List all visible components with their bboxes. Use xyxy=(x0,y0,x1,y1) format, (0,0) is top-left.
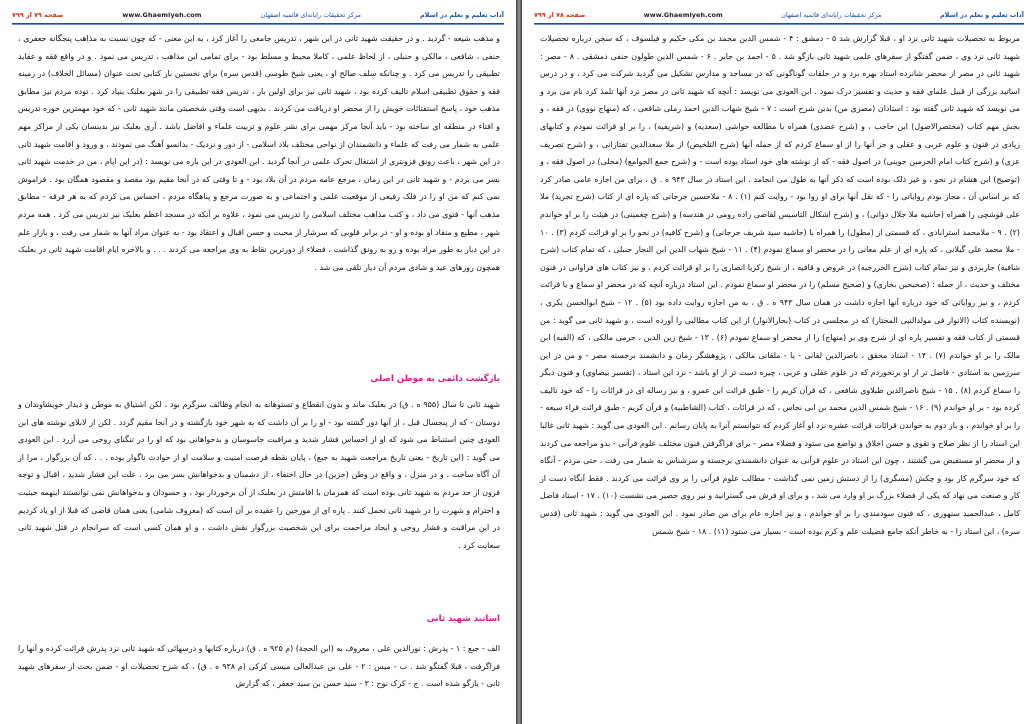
header-rule xyxy=(12,23,504,25)
page-number-label: صفحه ۷۹ از ۷۹۹ xyxy=(12,11,64,19)
section-title-return: بازگشت دائمی به موطن اصلی xyxy=(370,374,500,384)
right-page xyxy=(522,0,1036,724)
paragraph-return: شهید ثانی تا سال (۹۵۵ ه . ق) در بعلبک ماند و بدون انقطاع و تستوهانه به انجام وظائف سرگرم بود ، لکن اشتیاق به موطن و دیدار خویشاوندان و دوستان - که از پنجسال قبل ، از آنها دور گشته بود - او را بر آن داشت که به شهر خود بازگشته و در آنجا مقیم گردد . لکن از لابلای نوشته های ابن العودی چنین استنباط می شود که او از احساس فشار شدید و مراقبت جاسوسان و بدخواهانی بود که او را در تنگنای روحی می آزرد . ابن العودی می گوید : (این تاریخ - یعنی تاریخ مراجعت شهید به جبع) ، پایان نقطه فرصت امنیت و سلامت او از حوادث ناگوار بوده . . . که آن بزرگوار ، مرا از آن آگاه ساخت ، و در منزل ، و واقع در وطن (جزین) در حال اختفاء ، از دشمنان و بدخواهانش بسر می برد . علت این فشار شدید ، اقبال و توجه فزون از حد مردم به شهید ثانی بوده است که همزمان با اقامتش در بعلبک از آن برخوردار بود ، و حسودان و بدخواهانش نمی توانستند اینهمه حیثیت و احترام و شهرت را در شهید ثانی تحمل کنند . پاره ای از مورخین را عقیده بر آن است که (معروف شامی) یعنی همان قاضی که قبلا از او یاد کردیم در این مراقبت و فشار روحی و ایجاد مزاحمت برای این شخصیت بزرگوار نقش داشت ، و او همان کسی است که سرانجام در قتل شهید ثانی سعایت کرد . xyxy=(18,400,501,550)
header-rule xyxy=(534,23,1024,25)
website-url: www.Ghaemiyeh.com xyxy=(122,11,202,19)
book-title: آداب تعلیم و تعلم در اسلام xyxy=(939,11,1024,19)
paragraph-teachers: الف - جبع : ۱ - پدرش : نورالدین علی ، معروف به (ابن الحجة) (م ۹۲۵ ه . ق) درباره کتابها و درسهائی که شهید ثانی نزد پدرش قرائت کرده و آنها را فراگرفت ، قبلا گفتگو شد . ب - میس : ۲ - علی بن عبدالعالی میسی کرکی (م ۹۳۸ ه . ق) ، که شرح تحصیلات او - ضمن بحث از سفرهای شهید ثانی - بازگو شده است . ج - کرک نوح : ۳ - سید حسن بن سید جعفر ، که گزارش xyxy=(18,644,501,689)
center-name: مرکز تحقیقات رایانه‌ای قائمیه اصفهان xyxy=(781,11,882,19)
left-page xyxy=(0,0,516,724)
section-title-teachers: اساتید شهید ثانی xyxy=(426,614,500,624)
page-number-label: صفحه ۷۸ از ۷۹۹ xyxy=(534,11,586,19)
page-header xyxy=(534,8,1024,22)
paragraph-teachers-list: مربوط به تحصیلات شهید ثانی نزد او ، قبلا گزارش شد ۵ - دمشق : ۴ - شمس الدین محمد بن مکی حکیم و فیلسوف ، که سخن درباره تحصیلات شهید ثانی نزد وی ، ضمن گفتگو از سفرهای علمی شهید ثانی بازگو شد . ۵ - احمد بن جابر . ۶ - شمس الدین طولون حنفی دمشقی . ۸ - مصر : شهید ثانی در مصر از محضر شانزده استاد بهره برد و در حلقات گوناگونی که در مساجد و مدارس تشکیل می گردید شرکت می کرد ، و در درس اساتید بزرگی از قبیل علمای فقه و حدیث و تفسیر درک نمود . ابن العودی می نویسد : آنچه که شهید ثانی در مصر نزد آنها تلمذ کرد نام می برد و می نویسد که شهید ثانی گفته بود : استادان (مصری من) بدین شرح است : ۷ - شیخ شهاب الدین احمد رملی شافعی ، که (منهاج نووی) در فقه ، و بخش مهم کتاب (مختصرالاصول) ابن حاجب ، و (شرح عضدی) همراه با مطالعه حواشی (سعدیه) و (شریفیه) ، را بر او قرائت نمودم و کتابهای زیادی در فنون و علوم عربی و عقلی و جز آنها را از او سماع کردم که از جمله آنها (شرح التلخیص) از ملا سعدالدین تفتازانی ، و (شرح تصریف عزی) و (شرح کتاب امام الحرمین جوینی) در اصول فقه - که از نوشته های خود استاد بوده است - و (شرح جمع الجوامع) (محلی) در اصول فقه ، و (توضیح) ابن هشام در نحو ، و غیر ذلک بوده است که ذکر آنها به طول می انجامد . این استاد در سال ۹۴۳ ه . ق ، برای من اجازه عامی صادر کرد که بر اساس آن ، مجاز بودم روایاتی را - که نقل آنها برای او روا بود - روایت کنم (۱) . ۸ - ملاحسین جرجانی که پاره ای از کتاب (شرح تجرید) ملا علی قوشچی را همراه (حاشیه ملا جلال دوانی) ، و (شرح اشکال التاسیس لقاضی زاده رومی در هندسه) و (شرح چغمینی) در هیئت را بر او خواندم (۲) . ۹ - ملامحمد استرابادی ، که قسمتی از (مطول) را همراه با (حاشیه سید شریف جرجانی) و (شرح کافیه) در نحو را بر او قرائت کردم (۳) . ۱۰ - ملا محمد علی گیلانی ، که پاره ای از علم معانی را در محضر او سماع نمودم (۴) . ۱۱ - شیخ شهاب الدین ابن النجار حنبلی ، که تمام کتاب (شرح شافیه) جاربردی و نیز تمام کتاب (شرح الخزرجیه) در عروض و قافیه ، از شیخ زکریا انصاری را بر او قرائت کردم ، و نیز کتاب های فراوانی در فنون مختلف و حدیث ، از جمله : (صحیحین بخاری) و (صحیح مسلم) را در محضر او سماع نمودم . این استاد درباره آنچه که در محضر او سماع و یا قرائت کردم ، و نیز روایاتی که خود درباره آنها اجازه داشت در همان سال ۹۴۳ ه . ق ، به من اجازه روایت داده بود (۵) . ۱۲ - شیخ ابوالحسن بکری ، (نویسنده کتاب (الانوار فی مولدالنبی المختار) که در مجلسی در کتاب (بحارالانوار) از این کتاب مطالبی را آورده است ، و شهید ثانی می گوید : من قسمتی از کتاب فقه و تفسیر پاره ای از شرح وی بر (منهاج) را از محضر او سماع نمودم (۶) . ۱۳ - شیخ زین الدین ، جرمی مالکی ، که (الفیه) ابن مالک را بر او خواندم (۷) . ۱۴ - استاد محقق ، ناصرالدین لقانی - یا - ملقانی مالکی ، پژوهشگر زمان و دانشمند برجسته مصر - و من در این سرزمین به استادی - فاضل تر از او برنخوردم که در علوم عقلی و عربی ، چیره دست تر از او باشد - نزد این استاد ، (تفسیر بیضاوی) و فنون دیگر را سماع کردم (۸) . ۱۵ - شیخ ناصرالدین طبلاوی شافعی ، که قرآن کریم را - طبق قرائت ابن عمرو ، و نیز رساله ای در قرائات را - که خود تالیف کرده بود - بر او خواندم (۹) . ۱۶ - شیخ شمس الدین محمد بن ابی نحاس ، که در قرائات ، کتاب (الشاطبیه) و قرآن کریم - طبق قرائت قراء سبعه - را بر او خواندم ، و باز دوم به خواندن قرائات قرائت عشره نزد او آغاز کردم که نتوانستم آنرا به پایان رسانم . ابن العودی می گوید : شهید ثانی غالبا این استاد را از نظر صلاح و تقوی و حسن اخلاق و تواضع می ستود و فضلاء مصر - برای فراگرفتن فنون مختلف علوم قرآنی - بدو مراجعه می کردند و از محضر او مستفیض می گشتند ، چون این استاد در علوم قرآنی به عنوان دانشمندی برجسته و سرشناس به شمار می رفت ، حتی مردم - آنگاه که خود سرگرم کار بود و چکش (مسگری) را از دستش زمین نمی گذاشت - مطالب علوم قرآنی را بر وی قرائت می کردند . فقط آنگاه دست از کار و صنعت می نهاد که یکی از فضلاء بزرگ بر او وارد می شد ، و برای او فرش می گسترانید و نیز روی حصیر می نشست (۱۰) . ۱۷ - استاد فاضل کامل ، عبدالحمید سنهوری ، که فنون سودمندی را بر او خواندم ، و نیز اجازه عام برای من صادر نمود . ابن العودی می گوید : شهید ثانی (قدس سره) ، این استاد را - به خاطر آنکه جامع فضیلت علم و کرم بوده است - بسیار می ستود (۱۱) . ۱۸ - شیخ شمس xyxy=(540,34,1021,536)
book-title: آداب تعلیم و تعلم در اسلام xyxy=(419,11,504,19)
website-url: www.Ghaemiyeh.com xyxy=(643,11,723,19)
paragraph-intro: و مذهب شیعه - گردید . و در حقیقت شهید ثانی در این شهر ، تدریس جامعی را آغاز کرد ، به این معنی - که چون نسبت به مذاهب پنجگانه جعفری ، حنفی ، شافعی ، مالکی و حنبلی ، از لحاظ علمی ، کاملا محیط و مسلط بود - برای تمامی این مذاهب ، تدریس می نمود . و در واقع فقه و عقاید تطبیقی را تدریس می کرد . و چنانکه سلف صالح او ، یعنی شیخ طوسی (قدس سره) برای نخستین بار کتابی تحت عنوان (مسائل الخلاف) در زمینه فقه و حقوق تطبیقی اسلام تالیف کرده بود ، شهید ثانی نیز برای اولین بار ، تدریس فقه تطبیقی را در شهر بعلبک بنیاد کرد . توده مردم نیز مطابق مذهب خود ، پاسخ استفتائات خویش را از محضر او دریافت می کردند . بدیهی است وقتی شخصیتی مانند شهید ثانی - که خود مهمترین حوزه تدریس و افتاء در منطقه ای ساخته بود - باید آنجا مرکز مهمی برای نشر علوم و تربیت علماء و افاضل باشد . آری بعلبک نیز بدینسان یکی از مراکز مهم علمی به شمار می رفت که علماء و دانشمندان از نواحی مختلف بلاد اسلامی - از دور و نزدیک - بدانسو آهنگ می نمودند ، و ورود و اقامت شهید ثانی در این شهر ، باعث رونق فزونتری از اشتغال تحرک علمی در آنجا گردید . ابن العودی در این باره می نویسد : (در این ایام ، من در خدمت شهید ثانی بسر می بردم - و شهید ثانی در این زمان ، مرجع عامه مردم در آن بلاد بود - و تا وقتی که در آنجا مقیم بود مقصد و مقصود همگان بود . فراموش نمی کنم که من او را در فلک رفیعی از موقعیت علمی و اجتماعی و به صورت مرجع و پناهگاه مردم ، احساس می کردم که به هر فرقه - مطابق مذهب آنها - فتوی می داد ، و کتب مذاهب مختلف اسلامی را تدریس می نمود ، علاوه بر آنکه در مسجد اعظم بعلبک نیز تدریس می کرد . همه مردم شهر ، مطیع و منقاد او بوده و او - در برابر قلوبی که سرشار از محبت و حسن اقبال و اعتقاد بود - به عنوان مراد آنها به شمار می رفت ، و بازار علم در این دیار به طور مراد بوده و رو به رونق گذاشت ، فضلاء از دورترین نقاط به وی مراجعه می کردند . . . و بالاخره ایام اقامت شهید ثانی در بعلبک همچون روزهای عید و شادی مردم آن دیار تلقی می شد . xyxy=(18,34,500,272)
page-header xyxy=(12,8,504,22)
center-name: مرکز تحقیقات رایانه‌ای قائمیه اصفهان xyxy=(260,11,361,19)
